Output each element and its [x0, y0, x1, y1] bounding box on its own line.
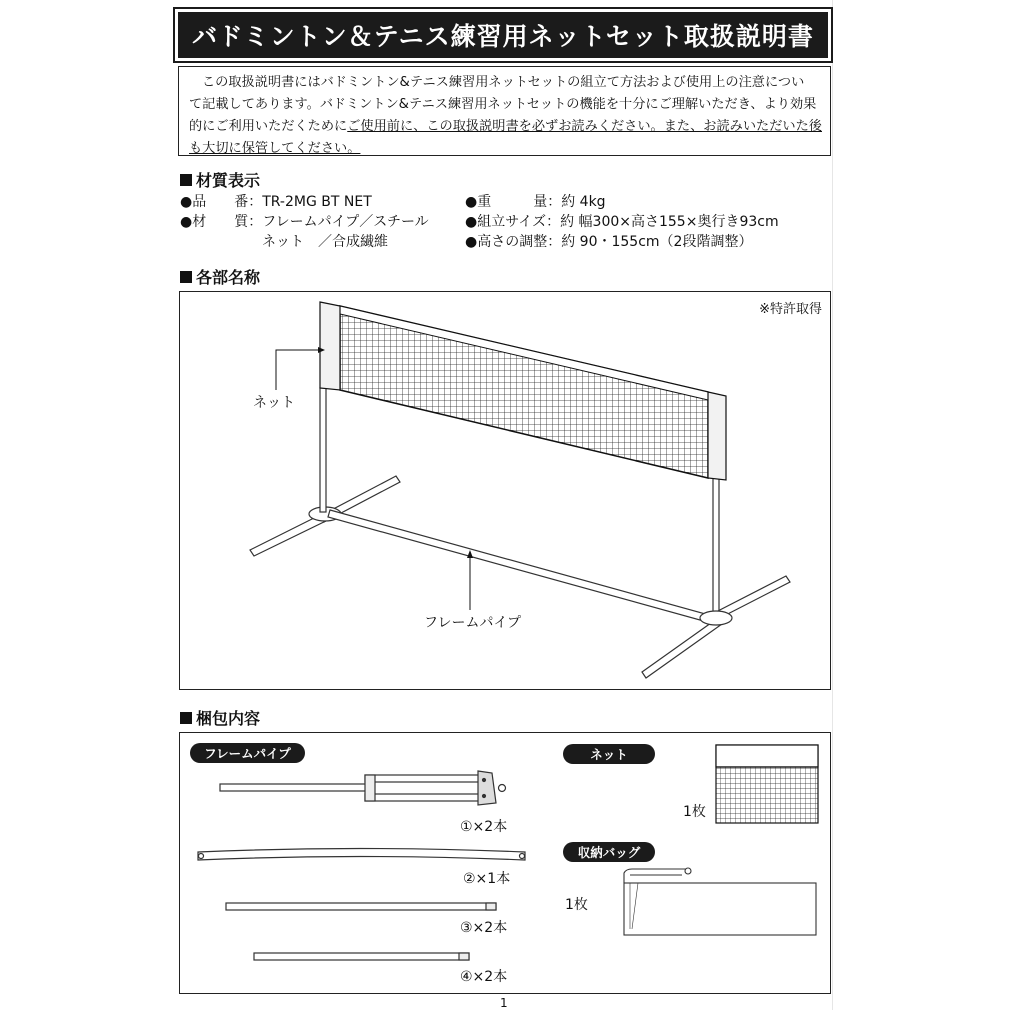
storage-bag [624, 868, 816, 935]
page-title: バドミントン＆テニス練習用ネットセット取扱説明書 [178, 12, 828, 58]
intro-line-3 [189, 116, 822, 138]
patent-note: ※特許取得 [759, 302, 822, 317]
parts-figure [179, 291, 831, 690]
intro-line-3-underlined: ご使用前に、この取扱説明書を必ずお読みください。また、お読みいただいた後 [347, 119, 822, 134]
parts-heading [180, 265, 260, 288]
materials-heading-text: 材質表示 [196, 171, 261, 190]
page-edge-rule [832, 0, 833, 1010]
net-pill: ネット [563, 744, 655, 764]
frame-pipe-cross [328, 510, 720, 625]
intro-line-4-underlined: も大切に保管してください。 [189, 141, 361, 156]
contents-box [179, 732, 831, 994]
spec-height-adjust: ●高さの調整：約 90・155cm（2段階調整） [465, 234, 753, 250]
net-label: ネット [253, 395, 295, 411]
net-left-end [320, 302, 340, 390]
net-assembly-drawing [180, 292, 832, 691]
right-pole [713, 478, 719, 618]
net-right-end [708, 392, 726, 480]
materials-heading [180, 168, 260, 191]
spec-material-1: ●材 質：フレームパイプ／スチール [180, 214, 429, 230]
item-4-pipe [254, 953, 469, 960]
bag-pill: 収納バッグ [563, 842, 655, 862]
contents-heading [180, 706, 260, 729]
item-2-qty: ②×1本 [463, 871, 511, 887]
frame-pipe-label: フレームパイプ [424, 615, 522, 631]
intro-box [178, 66, 831, 156]
contents-heading-text: 梱包内容 [196, 709, 261, 728]
heading-square-icon [180, 271, 192, 283]
net-item [716, 745, 818, 823]
heading-square-icon [180, 174, 192, 186]
intro-line-1: この取扱説明書にはバドミントン&テニス練習用ネットセットの組立て方法および使用上の注意につい [202, 75, 805, 90]
spec-size: ●組立サイズ：約 幅300×高さ155×奥行き93cm [465, 214, 779, 230]
left-pole [320, 388, 326, 512]
intro-line-2: て記載してあります。バドミントン&テニス練習用ネットセットの機能を十分にご理解いただき、より効果 [189, 97, 817, 112]
spec-model: ●品 番：TR-2MG BT NET [180, 194, 372, 210]
intro-line-3-plain: 的にご利用いただくために [189, 119, 348, 134]
net-qty: 1枚 [683, 804, 706, 820]
frame-pipe-pill: フレームパイプ [190, 743, 305, 763]
bag-qty: 1枚 [565, 897, 588, 913]
spec-weight: ●重 量：約 4kg [465, 194, 606, 210]
item-4-qty: ④×2本 [460, 969, 508, 985]
item-1-pipe-with-bracket [220, 771, 506, 805]
intro-line-4 [189, 138, 822, 160]
net-leader-line [276, 350, 318, 390]
parts-heading-text: 各部名称 [196, 268, 261, 287]
spec-material-2: ネット ／合成繊維 [262, 234, 388, 250]
net-panel [340, 306, 708, 478]
package-contents-drawing [180, 733, 832, 995]
item-2-curved-pipe [198, 849, 525, 861]
heading-square-icon [180, 712, 192, 724]
page-number: 1 [500, 996, 508, 1010]
item-3-qty: ③×2本 [460, 920, 508, 936]
item-3-pipe [226, 903, 496, 910]
item-1-qty: ①×2本 [460, 819, 508, 835]
